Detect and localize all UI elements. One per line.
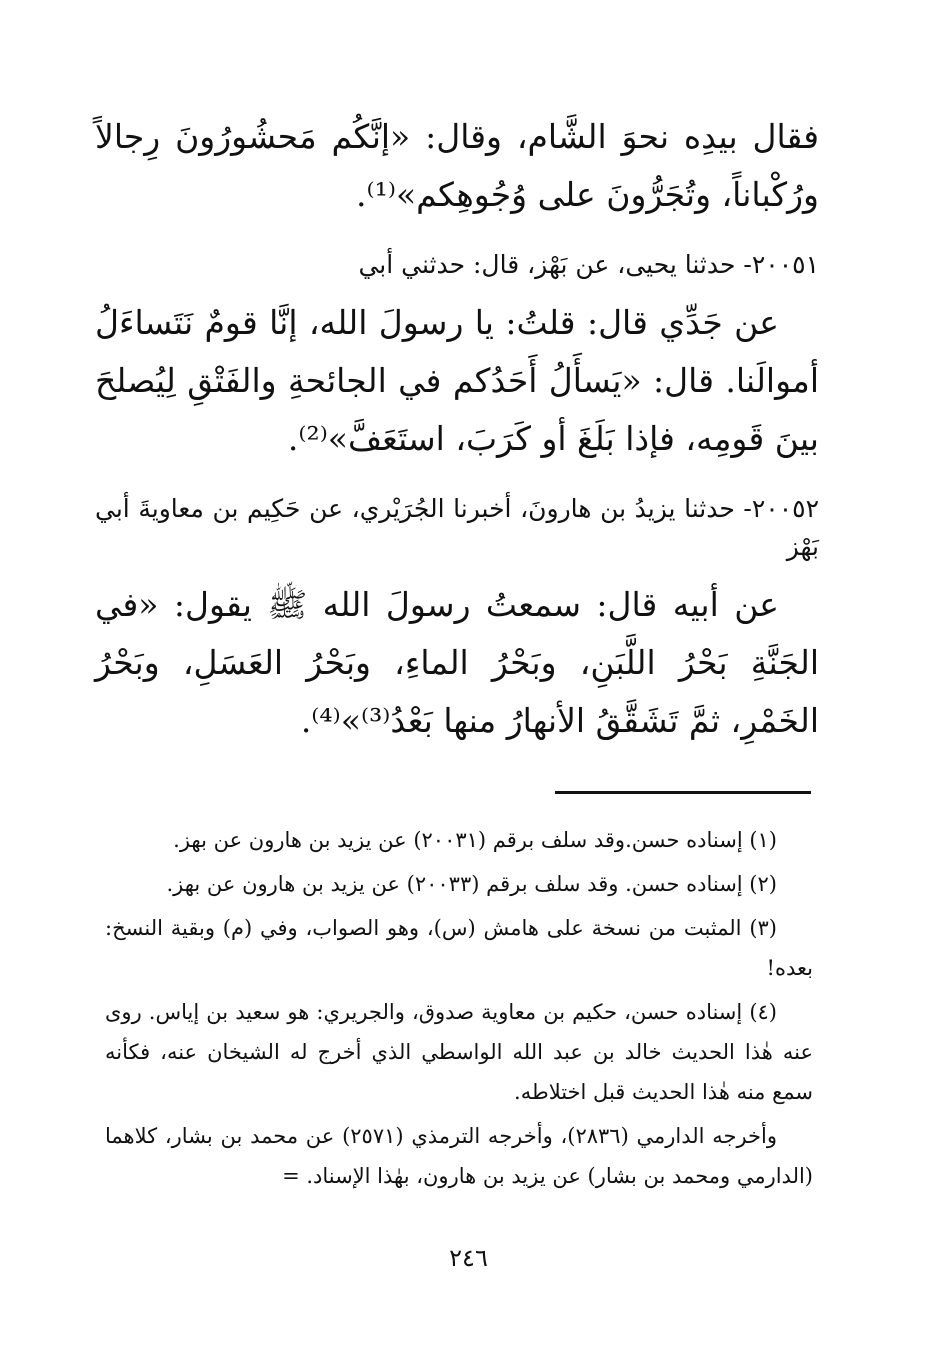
hadith-20052-chain: ٢٠٠٥٢- حدثنا يزيدُ بن هارونَ، أخبرنا الجُرَيْري، عن حَكِيم بن معاويةَ أبي بَهْز [95,494,819,561]
footnote-1: (١) إسناده حسن.وقد سلف برقم (٢٠٠٣١) عن يزيد بن هارون عن بهز. [173,828,777,852]
footnote-separator [555,791,811,794]
footnotes [105,820,813,1200]
footnote-4-continued: وأخرجه الدارمي (٢٨٣٦)، وأخرجه الترمذي (٢٥٧١) عن محمد بن بشار، كلاهما (الدارمي ومحمد بن بشار) عن يزيد بن هارون، بهٰذا الإسناد. = [105,1124,813,1188]
footnote-4: (٤) إسناده حسن، حكيم بن معاوية صدوق، والجريري: هو سعيد بن إياس. روى عنه هٰذا الحديث خالد بن عبد الله الواسطي الذي أخرج له الشيخان عنه، فكأنه سمع منه هٰذا الحديث قبل اختلاطه. [105,1000,813,1104]
footnote-3: (٣) المثبت من نسخة على هامش (س)، وهو الصواب، وفي (م) وبقية النسخ: بعده! [105,916,813,980]
hadith-20052-text: عن أبيه قال: سمعتُ رسولَ الله ﷺ يقول: «في الجَنَّةِ بَحْرُ اللَّبَنِ، وبَحْرُ الماءِ، وبَحْرُ العَسَلِ، وبَحْرُ الخَمْرِ، ثمَّ تَشَقَّقُ الأنهارُ منها بَعْدُ⁽³⁾»⁽⁴⁾. [95,585,819,740]
footnote-2: (٢) إسناده حسن. وقد سلف برقم (٢٠٠٣٣) عن يزيد بن هارون عن بهز. [166,872,777,896]
paragraph-continuation: فقال بيدِه نحوَ الشَّام، وقال: «إنَّكُم مَحشُورُونَ رِجالاً ورُكْباناً، وتُجَرُّونَ على وُجُوهِكم»⁽¹⁾. [95,117,819,214]
page-number: ٢٤٦ [449,1244,488,1272]
main-text [95,108,819,750]
hadith-20051-chain: ٢٠٠٥١- حدثنا يحيى، عن بَهْز، قال: حدثني أبي [358,250,819,279]
hadith-20051-text: عن جَدِّي قال: قلتُ: يا رسولَ الله، إنَّا قومٌ نَتَساءَلُ أموالَنا. قال: «يَسأَلُ أَحَدُكم في الجائحةِ والفَتْقِ لِيُصلحَ بينَ قَومِه، فإذا بَلَغَ أو كَرَبَ، استَعَفَّ»⁽²⁾. [95,303,819,458]
